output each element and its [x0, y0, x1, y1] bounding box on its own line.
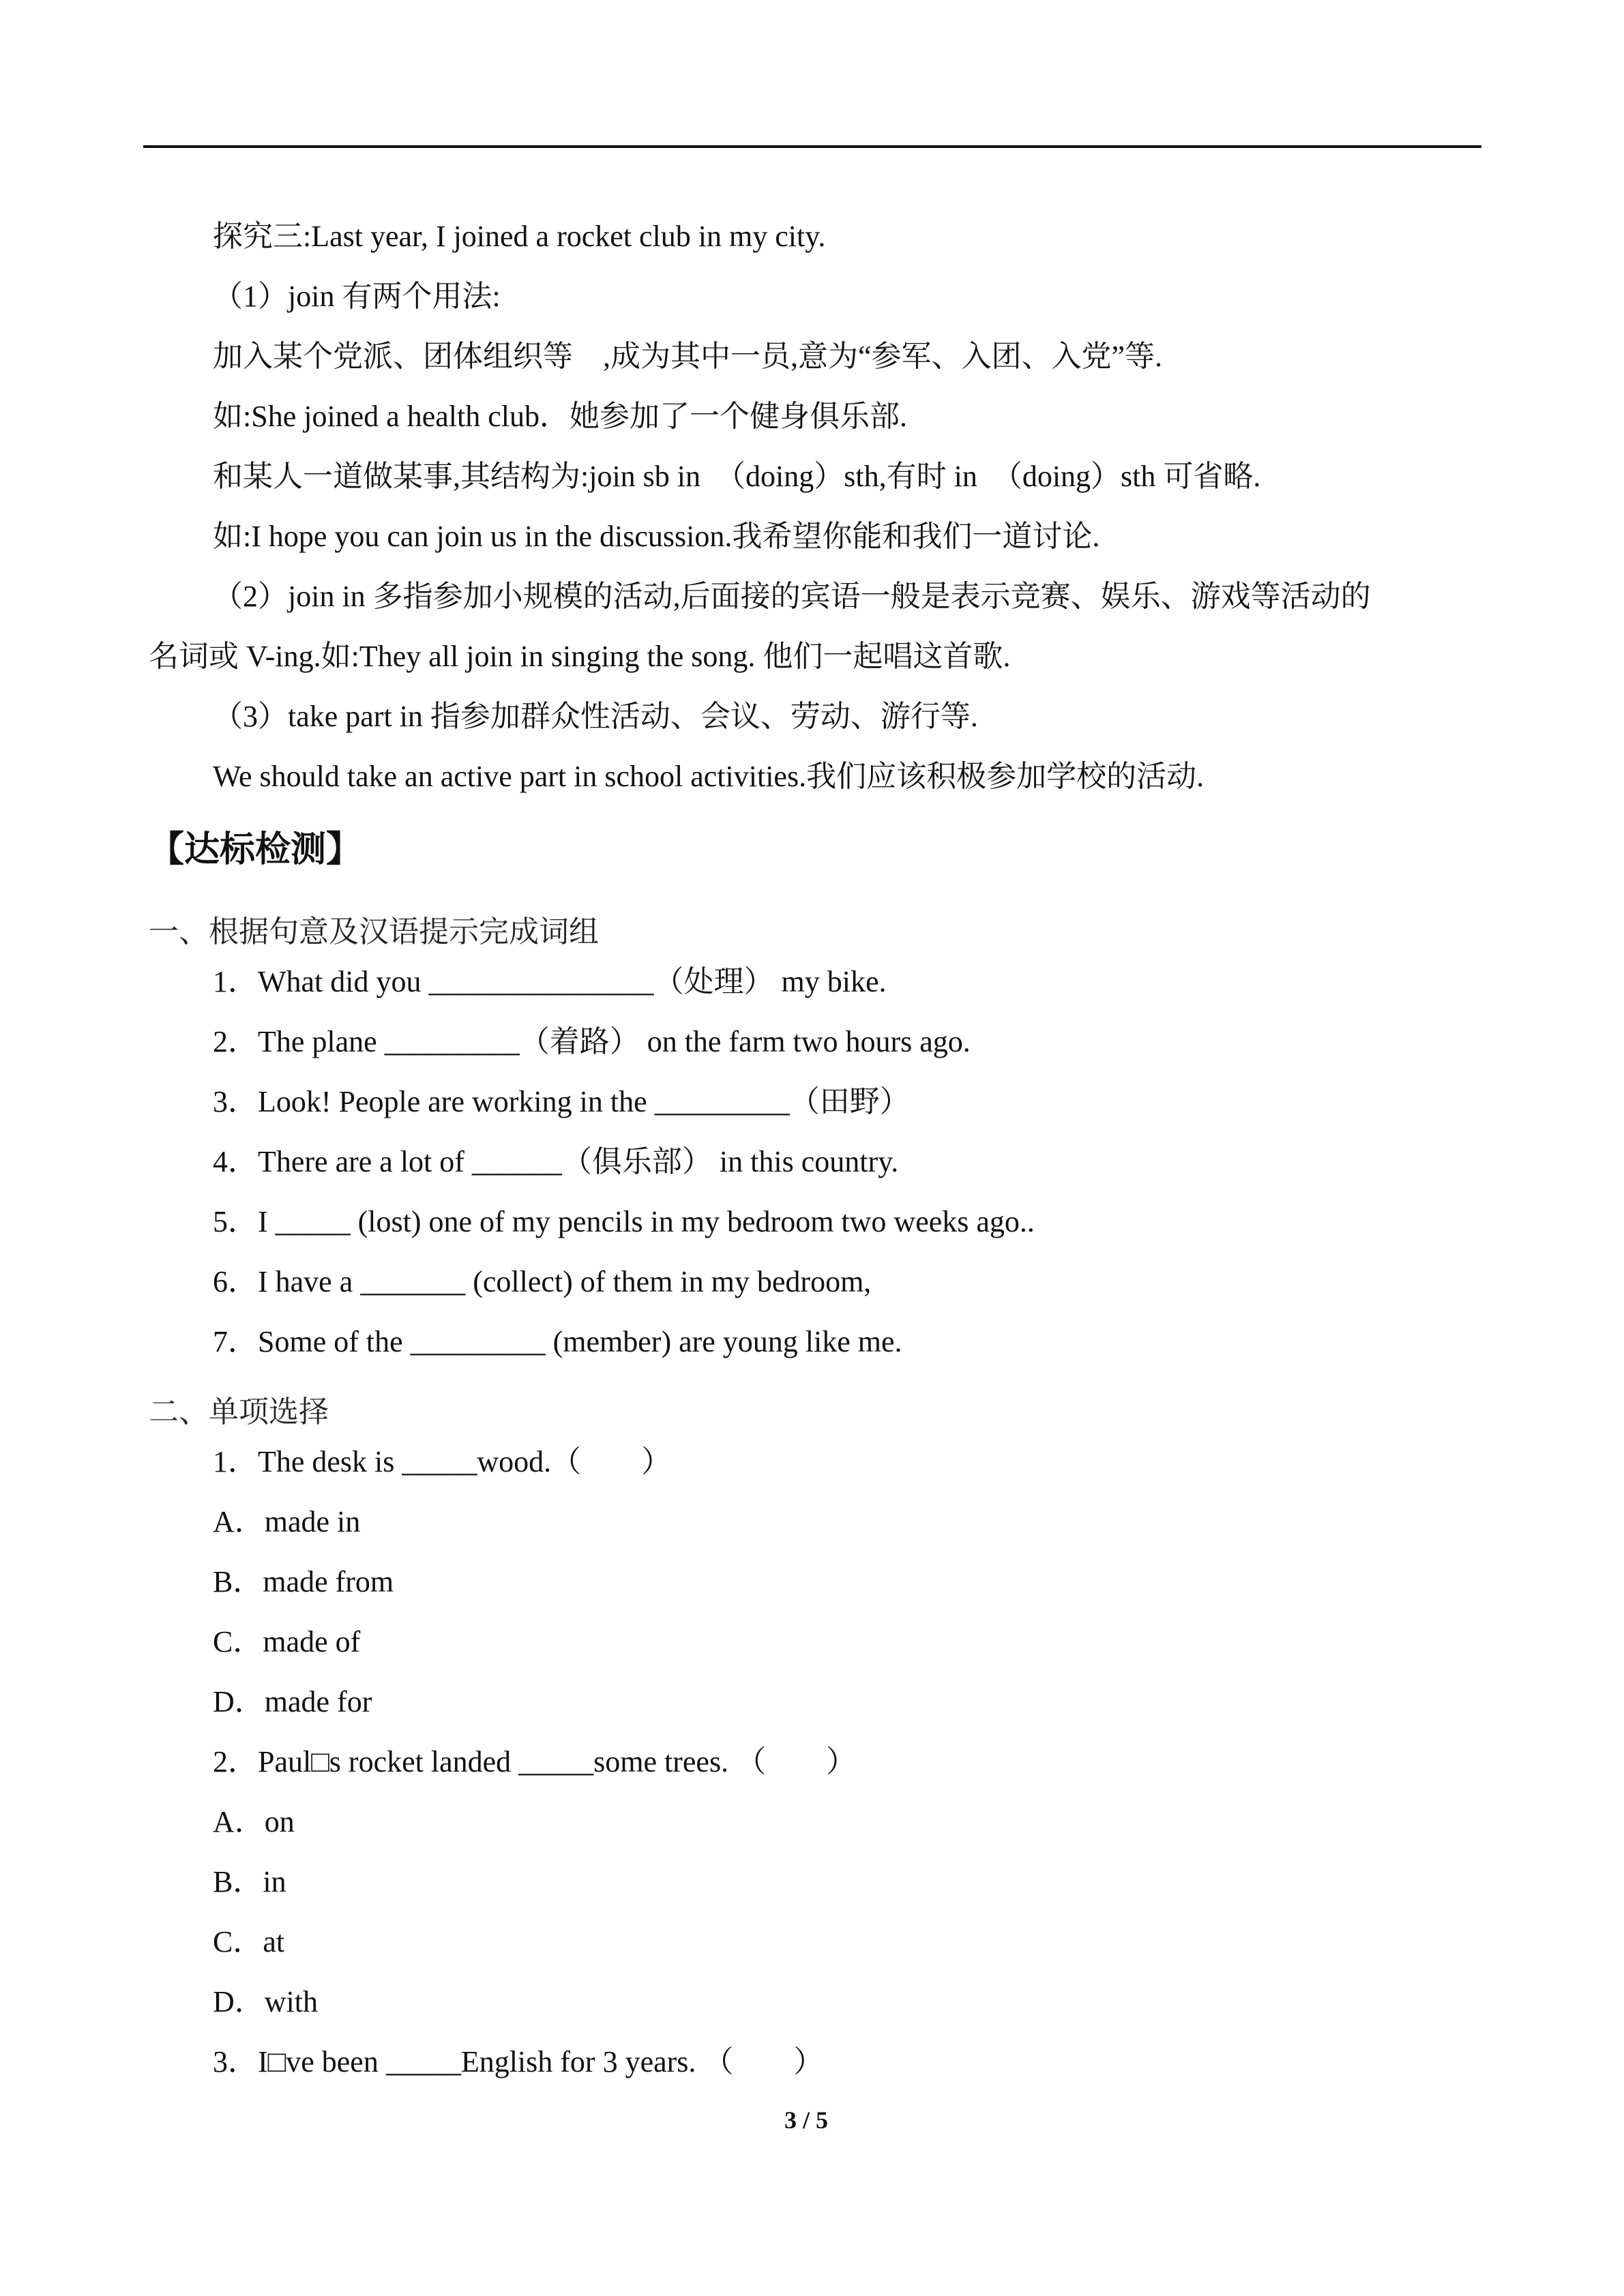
q2-option-d: D．with [213, 1985, 318, 2018]
usage-1-label: （1）join 有两个用法: [213, 280, 501, 313]
usage-1a-example: 如:She joined a health club．她参加了一个健身俱乐部. [213, 400, 907, 433]
usage-1b-example: 如:I hope you can join us in the discussion.我希望你能和我们一道讨论. [213, 520, 1100, 553]
explore-title: 探究三:Last year, I joined a rocket club in my city. [213, 220, 826, 253]
q1-option-d: D．made for [213, 1685, 372, 1718]
q2-option-c: C．at [213, 1925, 285, 1958]
part1-item-5: 5．I _____ (lost) one of my pencils in my bedroom two weeks ago.. [213, 1205, 1035, 1238]
check-heading: 【达标检测】 [149, 829, 362, 870]
part1-item-6: 6．I have a _______ (collect) of them in my bedroom, [213, 1265, 872, 1298]
part1-item-2: 2．The plane _________（着路） on the farm two hours ago. [213, 1025, 971, 1058]
q1-option-b: B．made from [213, 1565, 394, 1598]
usage-3-example: We should take an active part in school activities.我们应该积极参加学校的活动. [213, 760, 1205, 793]
part2-question-1: 1．The desk is _____wood.（ ） [213, 1445, 672, 1478]
part2-title: 二、单项选择 [149, 1395, 329, 1429]
usage-1a: 加入某个党派、团体组织等 ,成为其中一员,意为“参军、入团、入党”等. [213, 340, 1163, 373]
header-rule [143, 145, 1481, 148]
page-number: 3 / 5 [784, 2106, 829, 2134]
q2-option-b: B．in [213, 1865, 286, 1898]
part1-item-4: 4．There are a lot of ______（俱乐部） in this country. [213, 1145, 899, 1178]
usage-2-line2: 名词或 V-ing.如:They all join in singing the song. 他们一起唱这首歌. [149, 640, 1011, 673]
part2-question-2: 2．Paul□s rocket landed _____some trees. （ ） [213, 1745, 857, 1778]
q1-option-c: C．made of [213, 1625, 361, 1658]
part2-question-3: 3．I□ve been _____English for 3 years. （ ） [213, 2045, 824, 2078]
part1-item-1: 1．What did you _______________（处理） my bike. [213, 965, 887, 998]
part1-item-3: 3．Look! People are working in the _________（田野） [213, 1085, 910, 1118]
q2-option-a: A．on [213, 1805, 295, 1838]
part1-item-7: 7．Some of the _________ (member) are young like me. [213, 1325, 902, 1358]
part1-title: 一、根据句意及汉语提示完成词组 [149, 915, 599, 949]
usage-3: （3）take part in 指参加群众性活动、会议、劳动、游行等. [213, 700, 978, 733]
q1-option-a: A．made in [213, 1505, 361, 1538]
usage-1b: 和某人一道做某事,其结构为:join sb in （doing）sth,有时 in （doing）sth 可省略. [213, 460, 1261, 493]
usage-2-line1: （2）join in 多指参加小规模的活动,后面接的宾语一般是表示竞赛、娱乐、游戏等活动的 [213, 580, 1371, 613]
